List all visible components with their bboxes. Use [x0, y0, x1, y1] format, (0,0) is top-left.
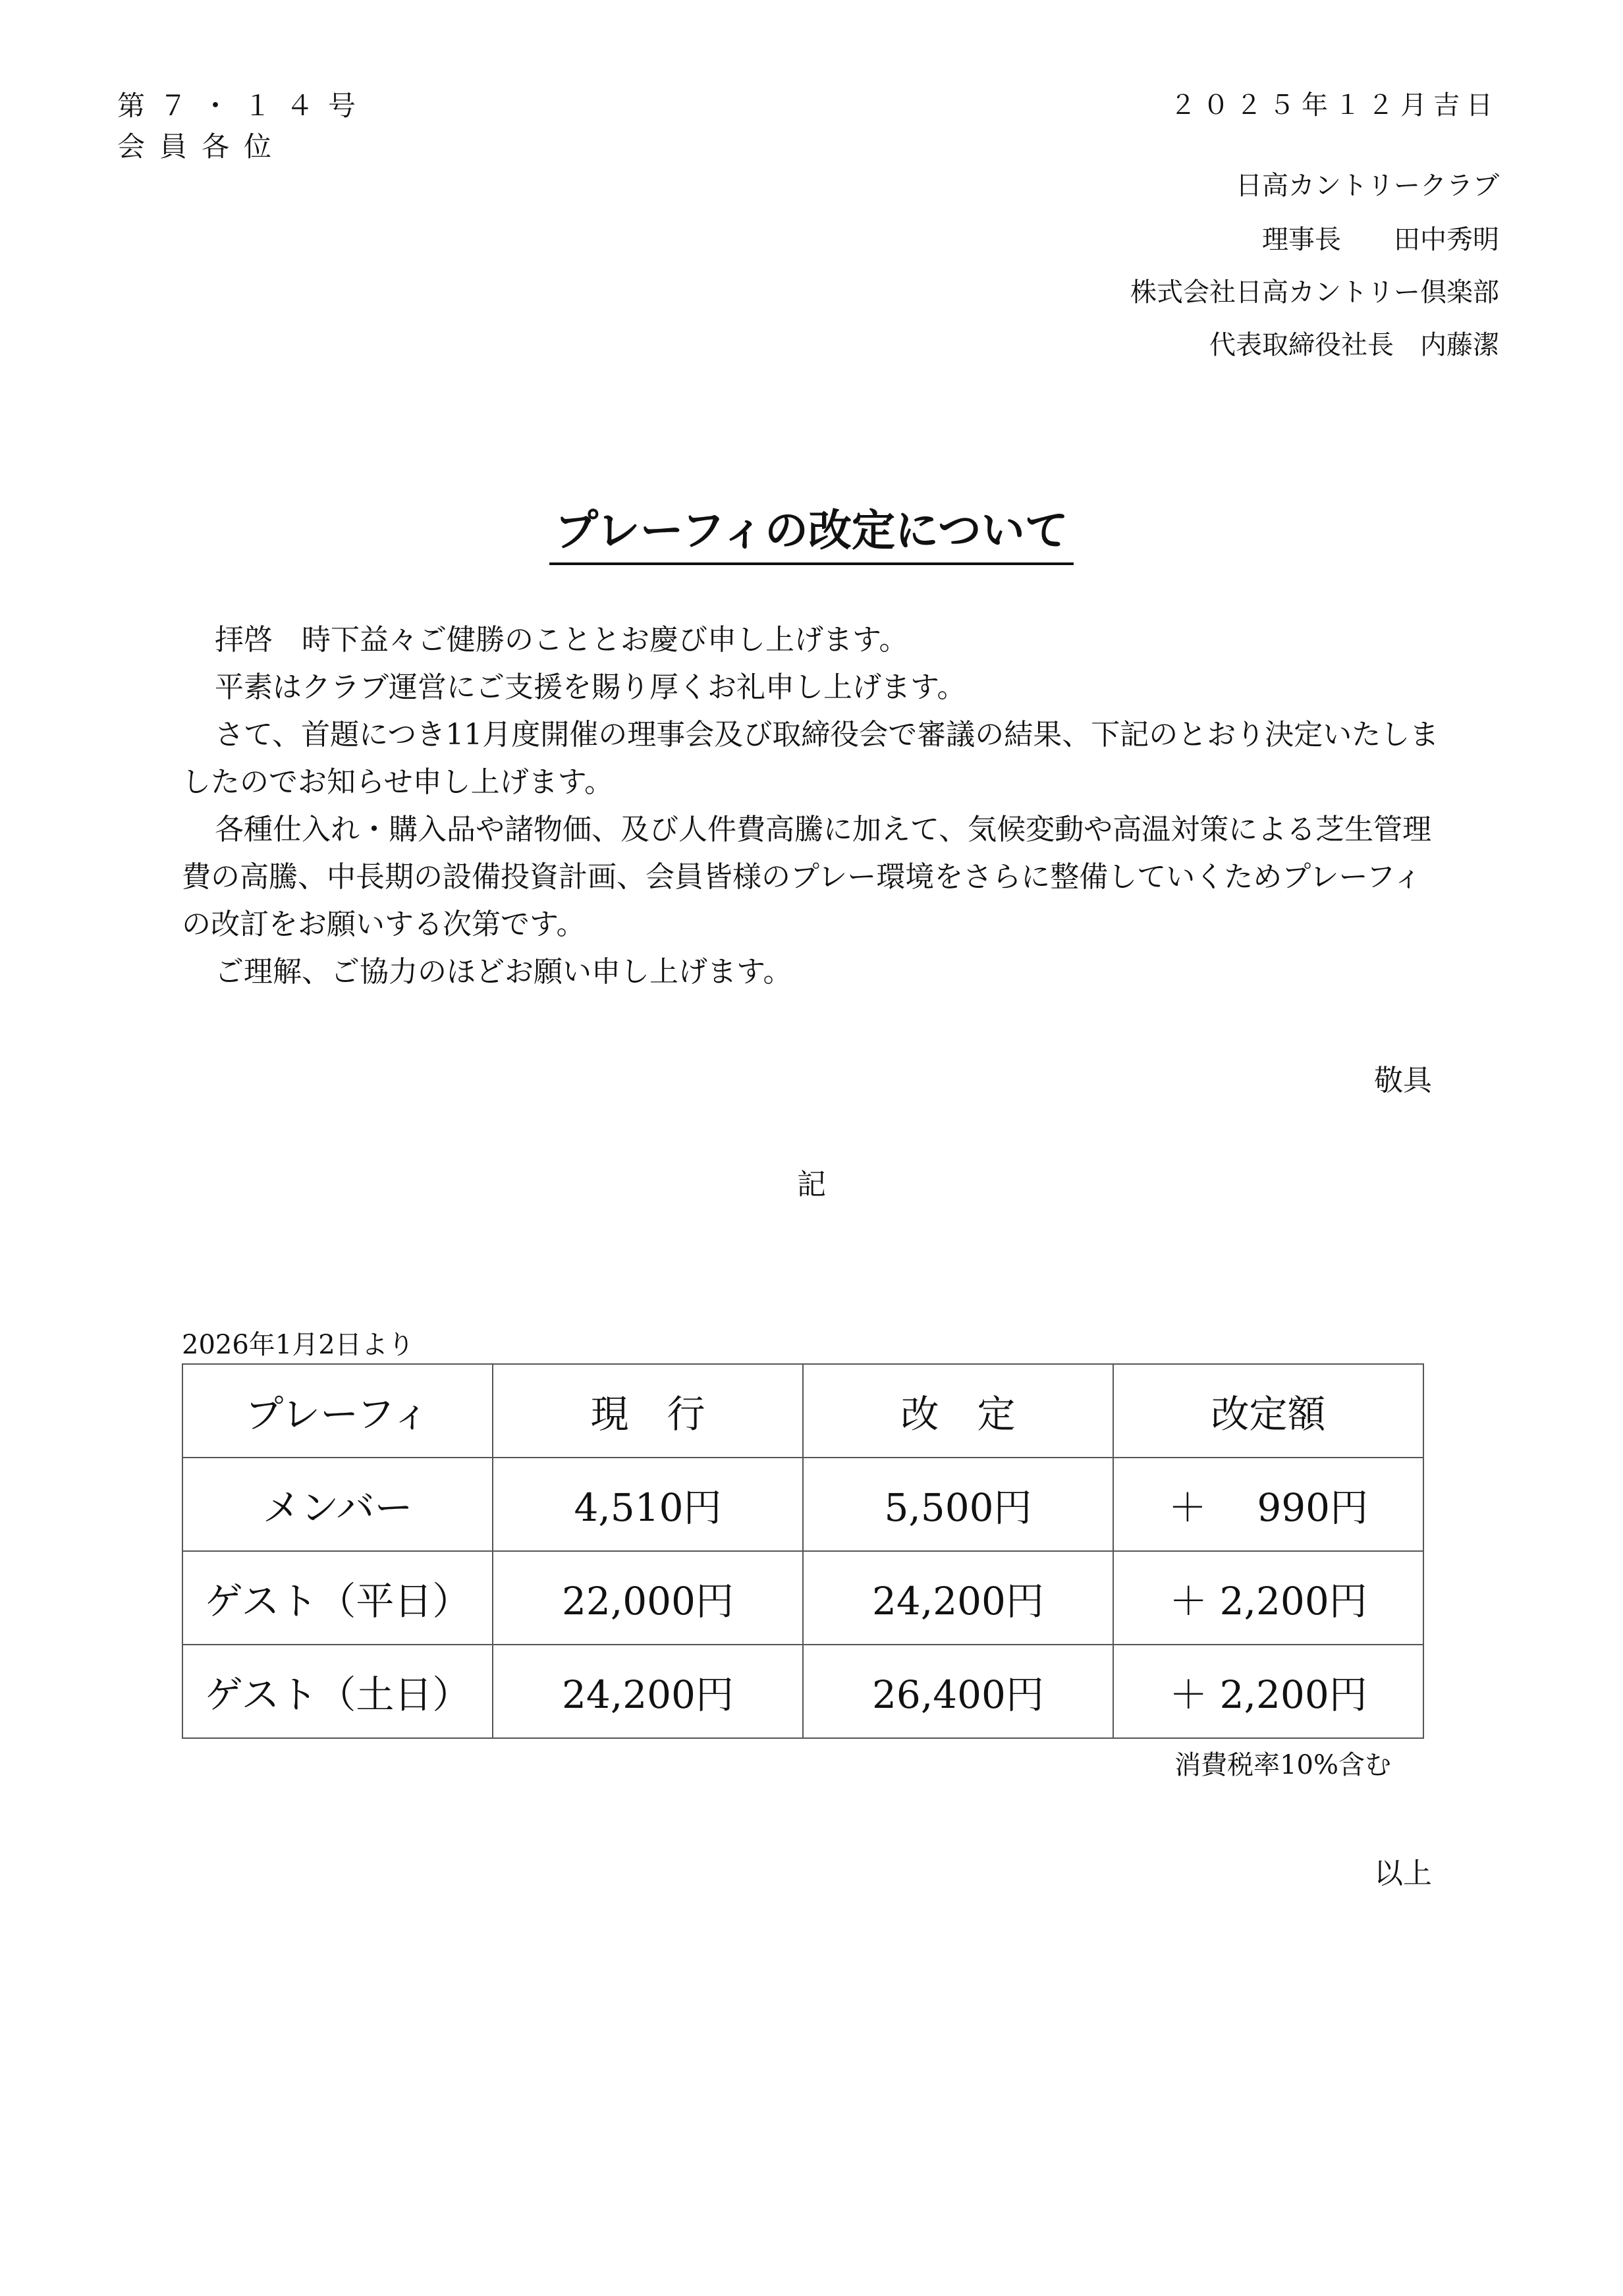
table-header-row — [182, 1364, 1423, 1458]
header-cell: 現 行 — [493, 1364, 803, 1458]
table-cell: 22,000円 — [493, 1551, 803, 1645]
sender-chairman: 理事長 田中秀明 — [1262, 225, 1499, 255]
document-number: 第７・１４号 — [117, 90, 371, 122]
table-cell: ゲスト（土日） — [182, 1645, 493, 1738]
table-cell: 5,500円 — [803, 1458, 1113, 1551]
closing-keigu: 敬具 — [1374, 1064, 1432, 1097]
table-cell: 24,200円 — [493, 1645, 803, 1738]
table-row — [182, 1645, 1423, 1738]
greeting-paragraph: 拝啓 時下益々ご健勝のこととお慶び申し上げます。 — [215, 623, 908, 657]
decision-paragraph: さて、首題につき11月度開催の理事会及び取締役会で審議の結果、下記のとおり決定いたしましたのでお知らせ申し上げます。 — [182, 718, 1439, 799]
document-title — [0, 495, 1623, 558]
sender-company: 株式会社日高カントリー倶楽部 — [1130, 277, 1499, 308]
sender-club: 日高カントリークラブ — [1236, 171, 1499, 201]
table-cell: 26,400円 — [803, 1645, 1113, 1738]
table-cell: ＋ 2,200円 — [1113, 1551, 1423, 1645]
header-cell: 改 定 — [803, 1364, 1113, 1458]
table-cell: 24,200円 — [803, 1551, 1113, 1645]
header-cell: プレーフィ — [182, 1364, 493, 1458]
issue-date: ２０２５年１２月吉日 — [1170, 90, 1499, 121]
sender-president: 代表取締役社長 内藤潔 — [1209, 330, 1499, 360]
table-cell: 4,510円 — [493, 1458, 803, 1551]
table-cell: ゲスト（平日） — [182, 1551, 493, 1645]
tax-note: 消費税率10%含む — [1174, 1750, 1391, 1780]
letter-body — [182, 616, 1446, 996]
request-paragraph: ご理解、ご協力のほどお願い申し上げます。 — [215, 955, 792, 989]
recipients: 会員各位 — [117, 130, 287, 163]
table-cell: ＋ 2,200円 — [1113, 1645, 1423, 1738]
table-cell: ＋ 990円 — [1113, 1458, 1423, 1551]
effective-date: 2026年1月2日より — [182, 1330, 414, 1360]
document-title-text: プレーフィの改定について — [549, 505, 1073, 565]
end-ijou: 以上 — [1374, 1857, 1432, 1890]
ki-heading: 記 — [797, 1168, 826, 1201]
table-row — [182, 1458, 1423, 1551]
header-cell: 改定額 — [1113, 1364, 1423, 1458]
table-row — [182, 1551, 1423, 1645]
table-cell: メンバー — [182, 1458, 493, 1551]
reason-paragraph: 各種仕入れ・購入品や諸物価、及び人件費高騰に加えて、気候変動や高温対策による芝生管理費の高騰、中長期の設備投資計画、会員皆様のプレー環境をさらに整備していくためプレーフィの改訂をお願いする次第です。 — [182, 813, 1432, 941]
thanks-paragraph: 平素はクラブ運営にご支援を賜り厚くお礼申し上げます。 — [215, 670, 966, 704]
fee-table — [182, 1363, 1424, 1739]
